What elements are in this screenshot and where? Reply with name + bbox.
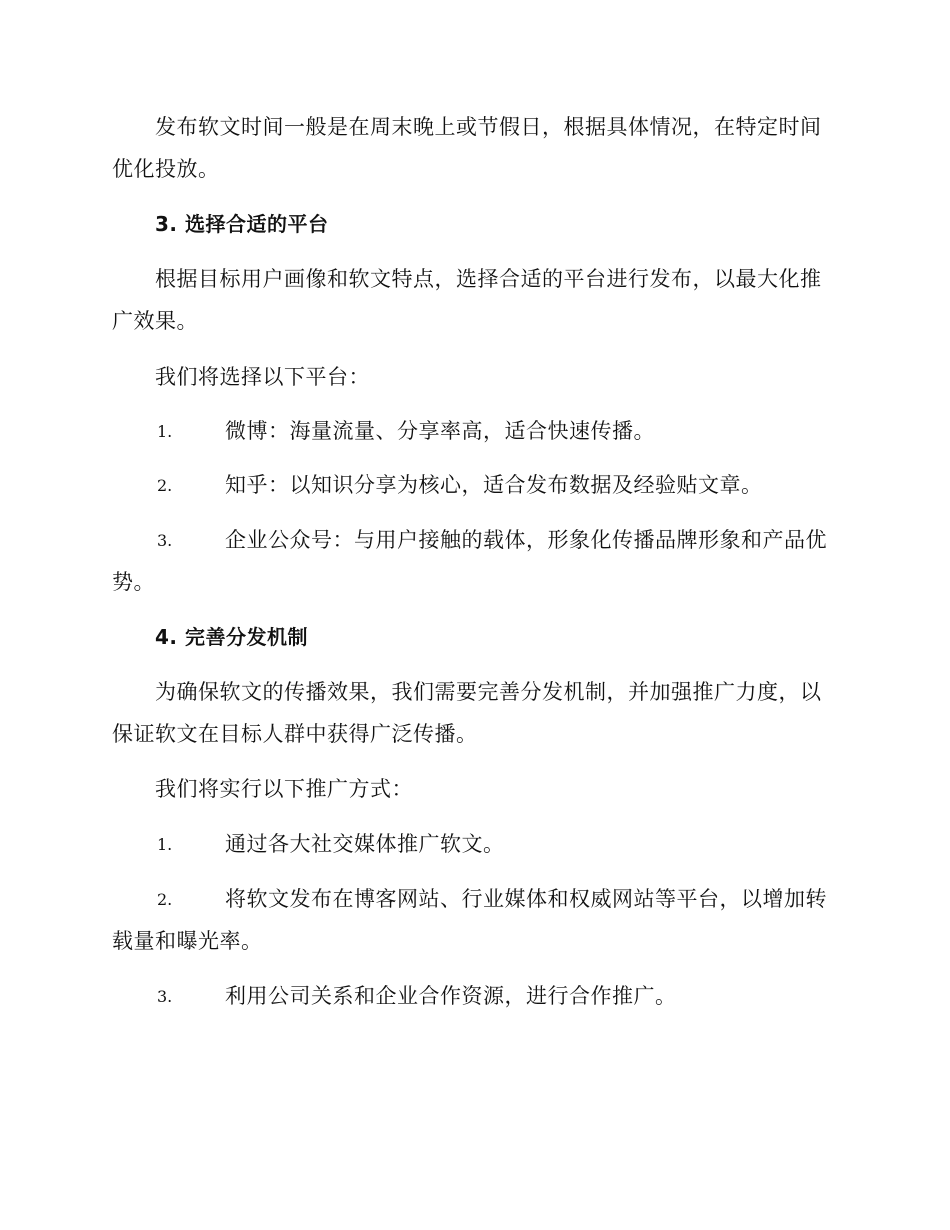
paragraph-line: 广效果。 <box>112 309 198 333</box>
list-item-number: 1. <box>157 835 173 854</box>
paragraph-line: 发布软文时间一般是在周末晚上或节假日，根据具体情况，在特定时间 <box>155 115 822 139</box>
paragraph-line: 根据目标用户画像和软文特点，选择合适的平台进行发布，以最大化推 <box>155 267 822 291</box>
list-item-text: 将软文发布在博客网站、行业媒体和权威网站等平台，以增加转 <box>225 887 827 911</box>
list-item-text: 微博：海量流量、分享率高，适合快速传播。 <box>225 419 655 443</box>
paragraph-line: 优化投放。 <box>112 157 220 181</box>
section-heading: 3. 选择合适的平台 <box>155 212 329 236</box>
list-item-number: 1. <box>157 422 173 441</box>
list-item-text: 利用公司关系和企业合作资源，进行合作推广。 <box>225 984 677 1008</box>
section-heading: 4. 完善分发机制 <box>155 625 308 649</box>
list-item-number: 3. <box>157 531 173 550</box>
list-item-text: 知乎：以知识分享为核心，适合发布数据及经验贴文章。 <box>225 473 763 497</box>
list-item-number: 2. <box>157 890 173 909</box>
list-intro: 我们将实行以下推广方式： <box>155 777 413 801</box>
list-item-continuation: 载量和曝光率。 <box>112 929 263 953</box>
list-intro: 我们将选择以下平台： <box>155 365 370 389</box>
paragraph-line: 保证软文在目标人群中获得广泛传播。 <box>112 722 478 746</box>
list-item-text: 企业公众号：与用户接触的载体，形象化传播品牌形象和产品优 <box>225 528 827 552</box>
list-item-number: 3. <box>157 987 173 1006</box>
list-item-continuation: 势。 <box>112 570 155 594</box>
paragraph-line: 为确保软文的传播效果，我们需要完善分发机制，并加强推广力度，以 <box>155 680 822 704</box>
list-item-text: 通过各大社交媒体推广软文。 <box>225 832 505 856</box>
list-item-number: 2. <box>157 476 173 495</box>
